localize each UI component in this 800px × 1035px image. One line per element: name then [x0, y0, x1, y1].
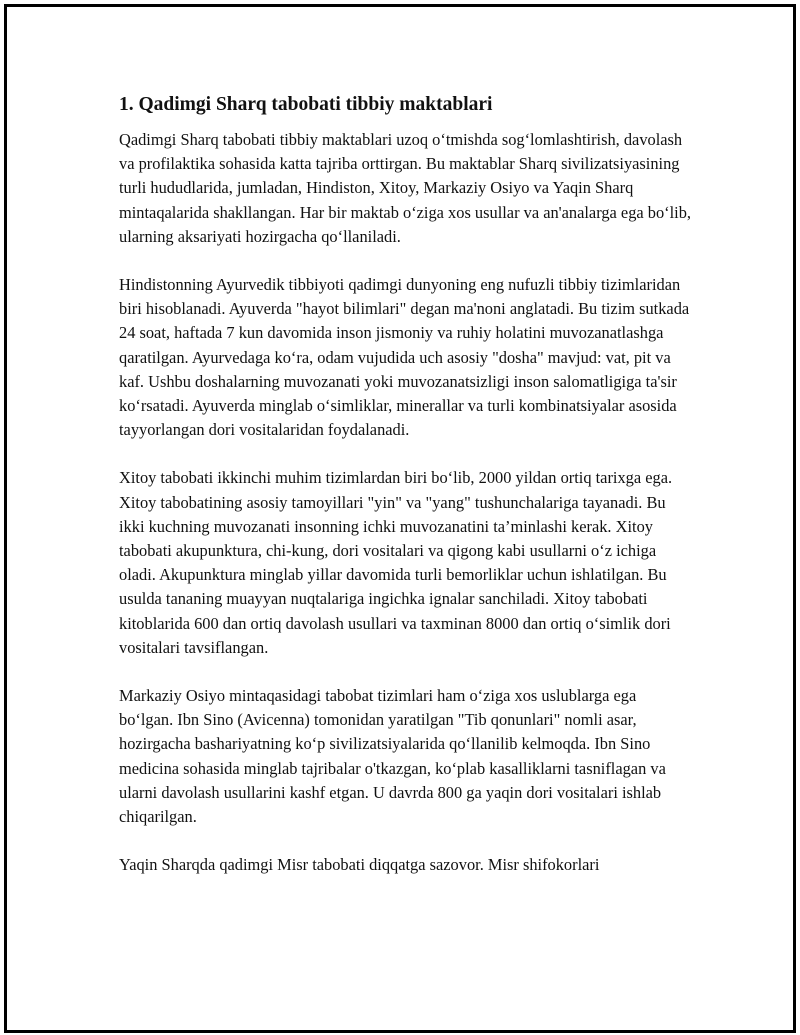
- paragraph-central-asia: Markaziy Osiyo mintaqasidagi tabobat tizimlari ham o‘ziga xos uslublarga ega bo‘lgan. Ibn Sino (Avicenna) tomonidan yaratilgan "Tib qonunlari" nomli asar, hozirgacha bashariyatning ko‘p sivilizatsiyalarida qo‘llanilib kelmoqda. Ibn Sino medicina sohasida minglab tajribalar o'tkazgan, ko‘plab kasalliklarni tasniflagan va ularni davolash usullarini kashf etgan. U davrda 800 ga yaqin dori vositalari ishlab chiqarilgan.: [119, 686, 666, 827]
- section-heading: 1. Qadimgi Sharq tabobati tibbiy maktablari: [119, 94, 493, 115]
- paragraph-intro: Qadimgi Sharq tabobati tibbiy maktablari uzoq o‘tmishda sog‘lomlashtirish, davolash va profilaktika sohasida katta tajriba orttirgan. Bu maktablar Sharq sivilizatsiyasining turli hududlarida, jumladan, Hindiston, Xitoy, Markaziy Osiyo va Yaqin Sharq mintaqalarida shakllangan. Har bir maktab o‘ziga xos usullar va an'analarga ega bo‘lib, ularning aksariyati hozirgacha qo‘llaniladi.: [119, 130, 692, 246]
- paragraph-chinese-medicine: Xitoy tabobati ikkinchi muhim tizimlardan biri bo‘lib, 2000 yildan ortiq tarixga ega. Xitoy tabobatining asosiy tamoyillari "yin" va "yang" tushunchalariga tayanadi. Bu ikki kuchning muvozanati insonning ichki muvozanatini ta’minlashi kerak. Xitoy tabobati akupunktura, chi-kung, dori vositalari va qigong kabi usullarni o‘z ichiga oladi. Akupunktura minglab yillar davomida turli bemorliklar uchun ishlatilgan. Bu usulda tananing muayyan nuqtalariga ingichka ignalar sanchiladi. Xitoy tabobati kitoblarida 600 dan ortiq davolash usullari va taxminan 8000 dan ortiq o‘simlik dori vositalari tavsiflangan.: [119, 468, 673, 657]
- paragraph-near-east: Yaqin Sharqda qadimgi Misr tabobati diqqatga sazovor. Misr shifokorlari: [119, 855, 600, 875]
- document-body: [119, 92, 694, 901]
- paragraph-ayurveda: Hindistonning Ayurvedik tibbiyoti qadimgi dunyoning eng nufuzli tibbiy tizimlaridan biri hisoblanadi. Ayuverda "hayot bilimlari" degan ma'noni anglatadi. Bu tizim sutkada 24 soat, haftada 7 kun davomida inson jismoniy va ruhiy holatini muvozanatlashga qaratilgan. Ayurvedaga ko‘ra, odam vujudida uch asosiy "dosha" mavjud: vat, pit va kaf. Ushbu doshalarning muvozanati yoki muvozanatsizligi inson salomatligiga ta'sir ko‘rsatadi. Ayuverda minglab o‘simliklar, minerallar va turli kombinatsiyalar asosida tayyorlangan dori vositalaridan foydalanadi.: [119, 275, 690, 440]
